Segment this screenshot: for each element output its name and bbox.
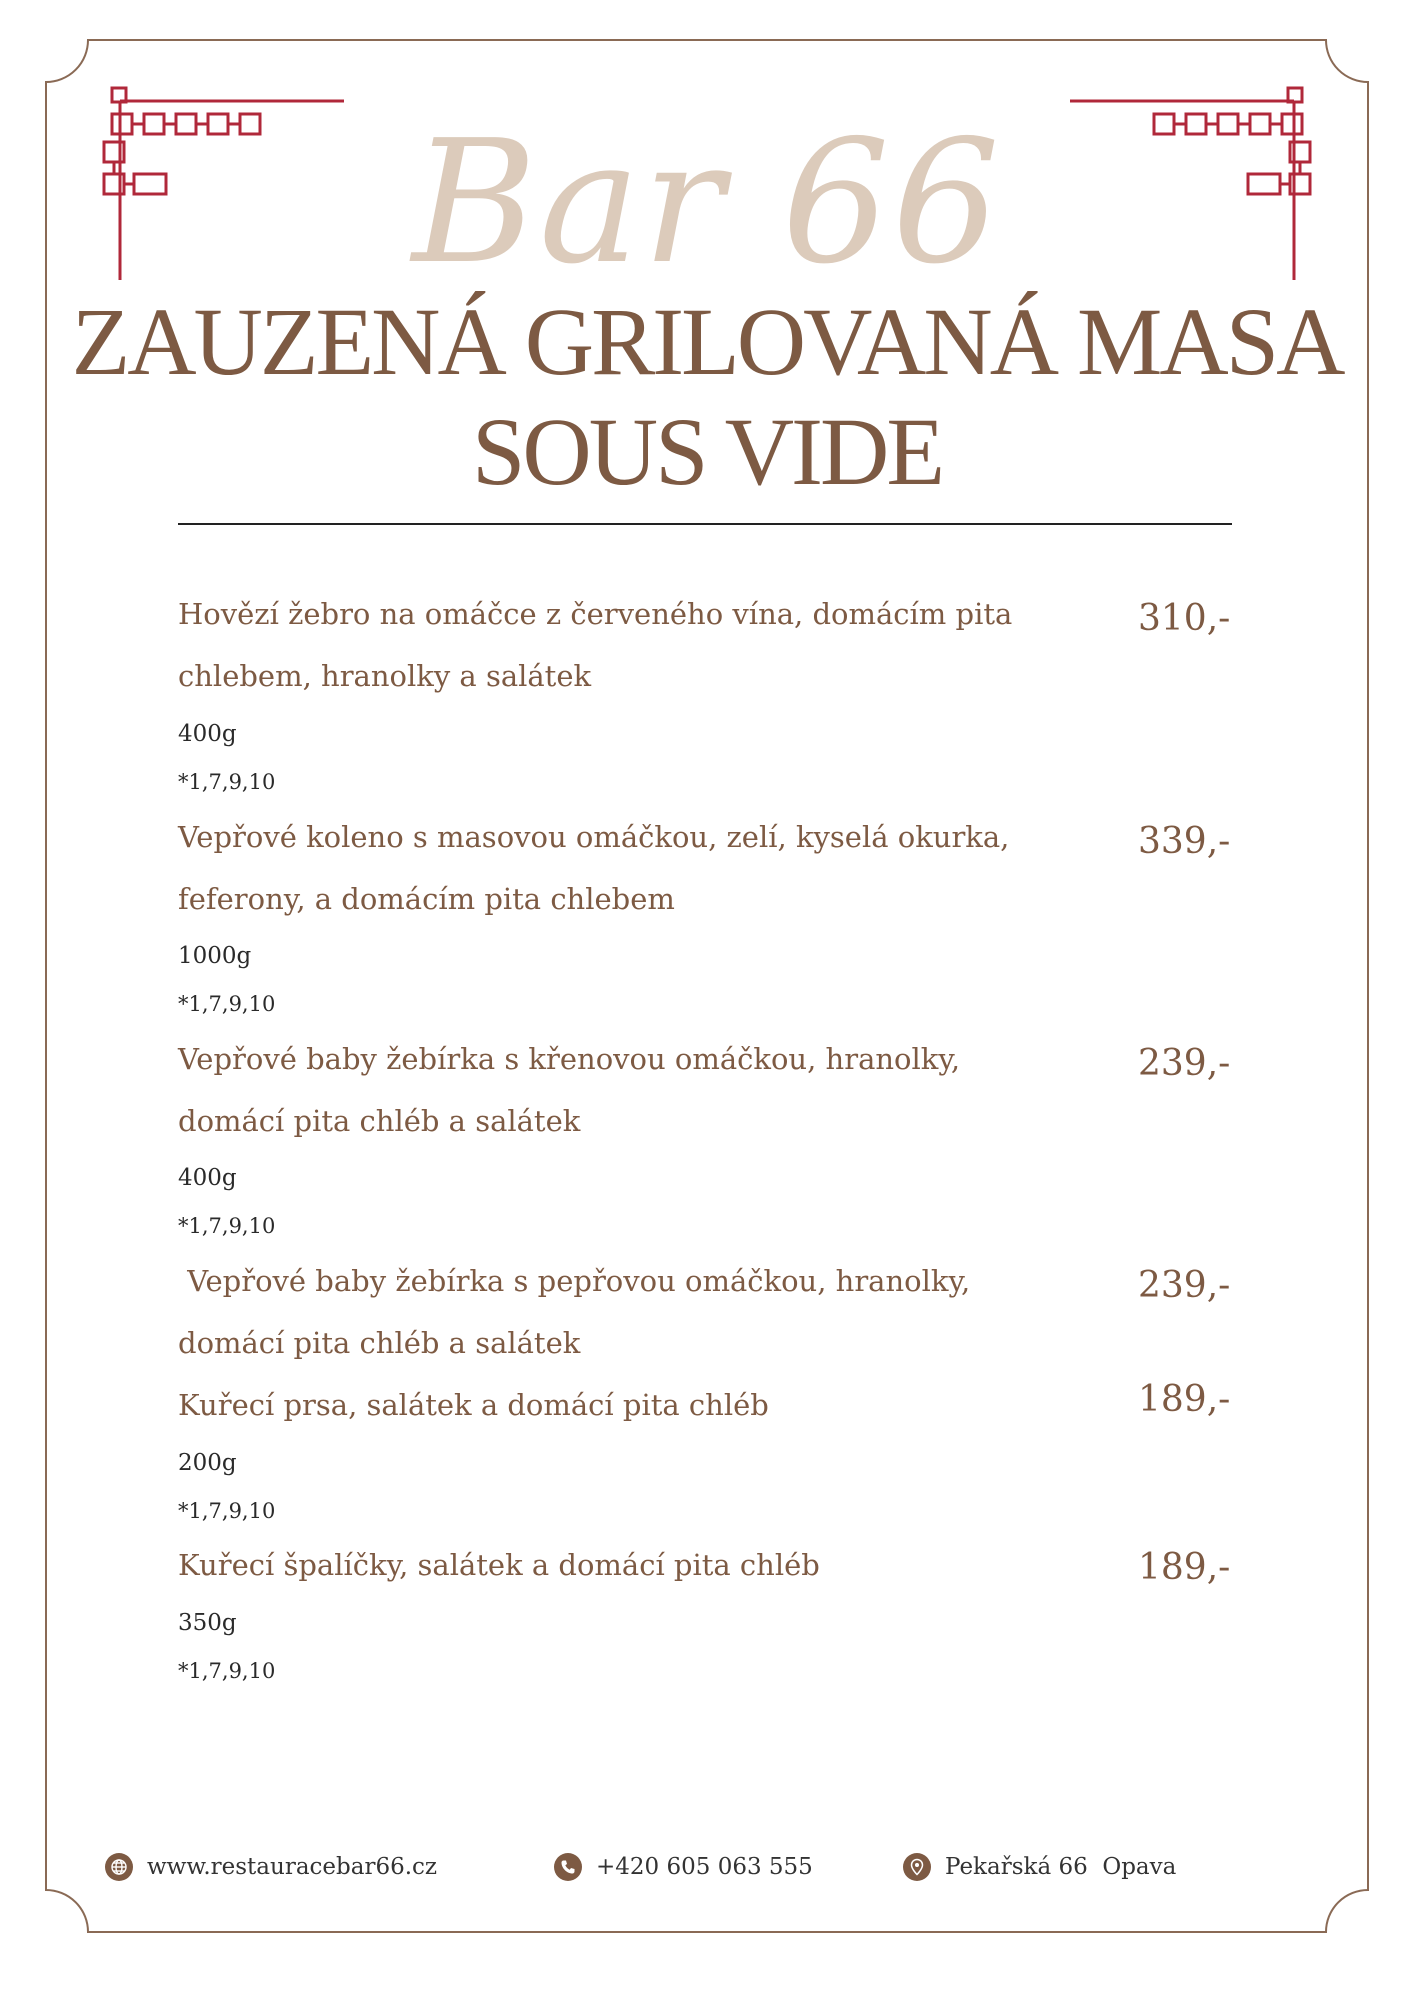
title-divider [178,523,1232,525]
item-weight: 350g [178,1610,237,1636]
website-link[interactable]: www.restauracebar66.cz [147,1854,438,1880]
item-name-line2: feferony, a domácím pita chlebem [178,882,675,916]
item-price: 189,- [1138,1547,1231,1588]
item-allergens: *1,7,9,10 [178,1659,276,1683]
item-price: 339,- [1138,821,1231,862]
item-name-line2: domácí pita chléb a salátek [178,1326,581,1360]
item-price: 239,- [1138,1265,1231,1306]
address-text[interactable]: Pekařská 66 Opava [945,1854,1177,1880]
page-subtitle: SOUS VIDE [472,398,942,505]
item-allergens: *1,7,9,10 [178,1499,276,1523]
item-allergens: *1,7,9,10 [178,1214,276,1238]
item-allergens: *1,7,9,10 [178,770,276,794]
item-name-line2: domácí pita chléb a salátek [178,1104,581,1138]
item-name-line1: Kuřecí prsa, salátek a domácí pita chléb [178,1388,769,1422]
item-name-line1: Vepřové koleno s masovou omáčkou, zelí, kyselá okurka, [178,820,1010,854]
item-weight: 400g [178,1165,237,1191]
item-price: 239,- [1138,1043,1231,1084]
restaurant-logo: Bar 66 [412,104,1002,302]
item-name-line1: Vepřové baby žebírka s křenovou omáčkou, hranolky, [178,1042,961,1076]
footer-phone[interactable] [554,1850,813,1884]
globe-icon [105,1853,133,1881]
item-allergens: *1,7,9,10 [178,992,276,1016]
item-name-line2: chlebem, hranolky a salátek [178,659,592,693]
item-name-line1: Vepřové baby žebírka s pepřovou omáčkou, hranolky, [178,1264,971,1298]
phone-number[interactable]: +420 605 063 555 [596,1854,813,1880]
item-weight: 200g [178,1450,237,1476]
footer-website[interactable] [105,1850,437,1884]
item-price: 189,- [1138,1379,1231,1420]
item-name-line1: Kuřecí špalíčky, salátek a domácí pita chléb [178,1548,820,1582]
item-weight: 1000g [178,943,252,969]
footer-address[interactable] [903,1850,1176,1884]
phone-icon [554,1853,582,1881]
location-pin-icon [903,1853,931,1881]
item-weight: 400g [178,721,237,747]
item-name-line1: Hovězí žebro na omáčce z červeného vína, domácím pita [178,597,1013,631]
page-title: ZAUZENÁ GRILOVANÁ MASA [71,288,1343,395]
item-price: 310,- [1138,598,1231,639]
